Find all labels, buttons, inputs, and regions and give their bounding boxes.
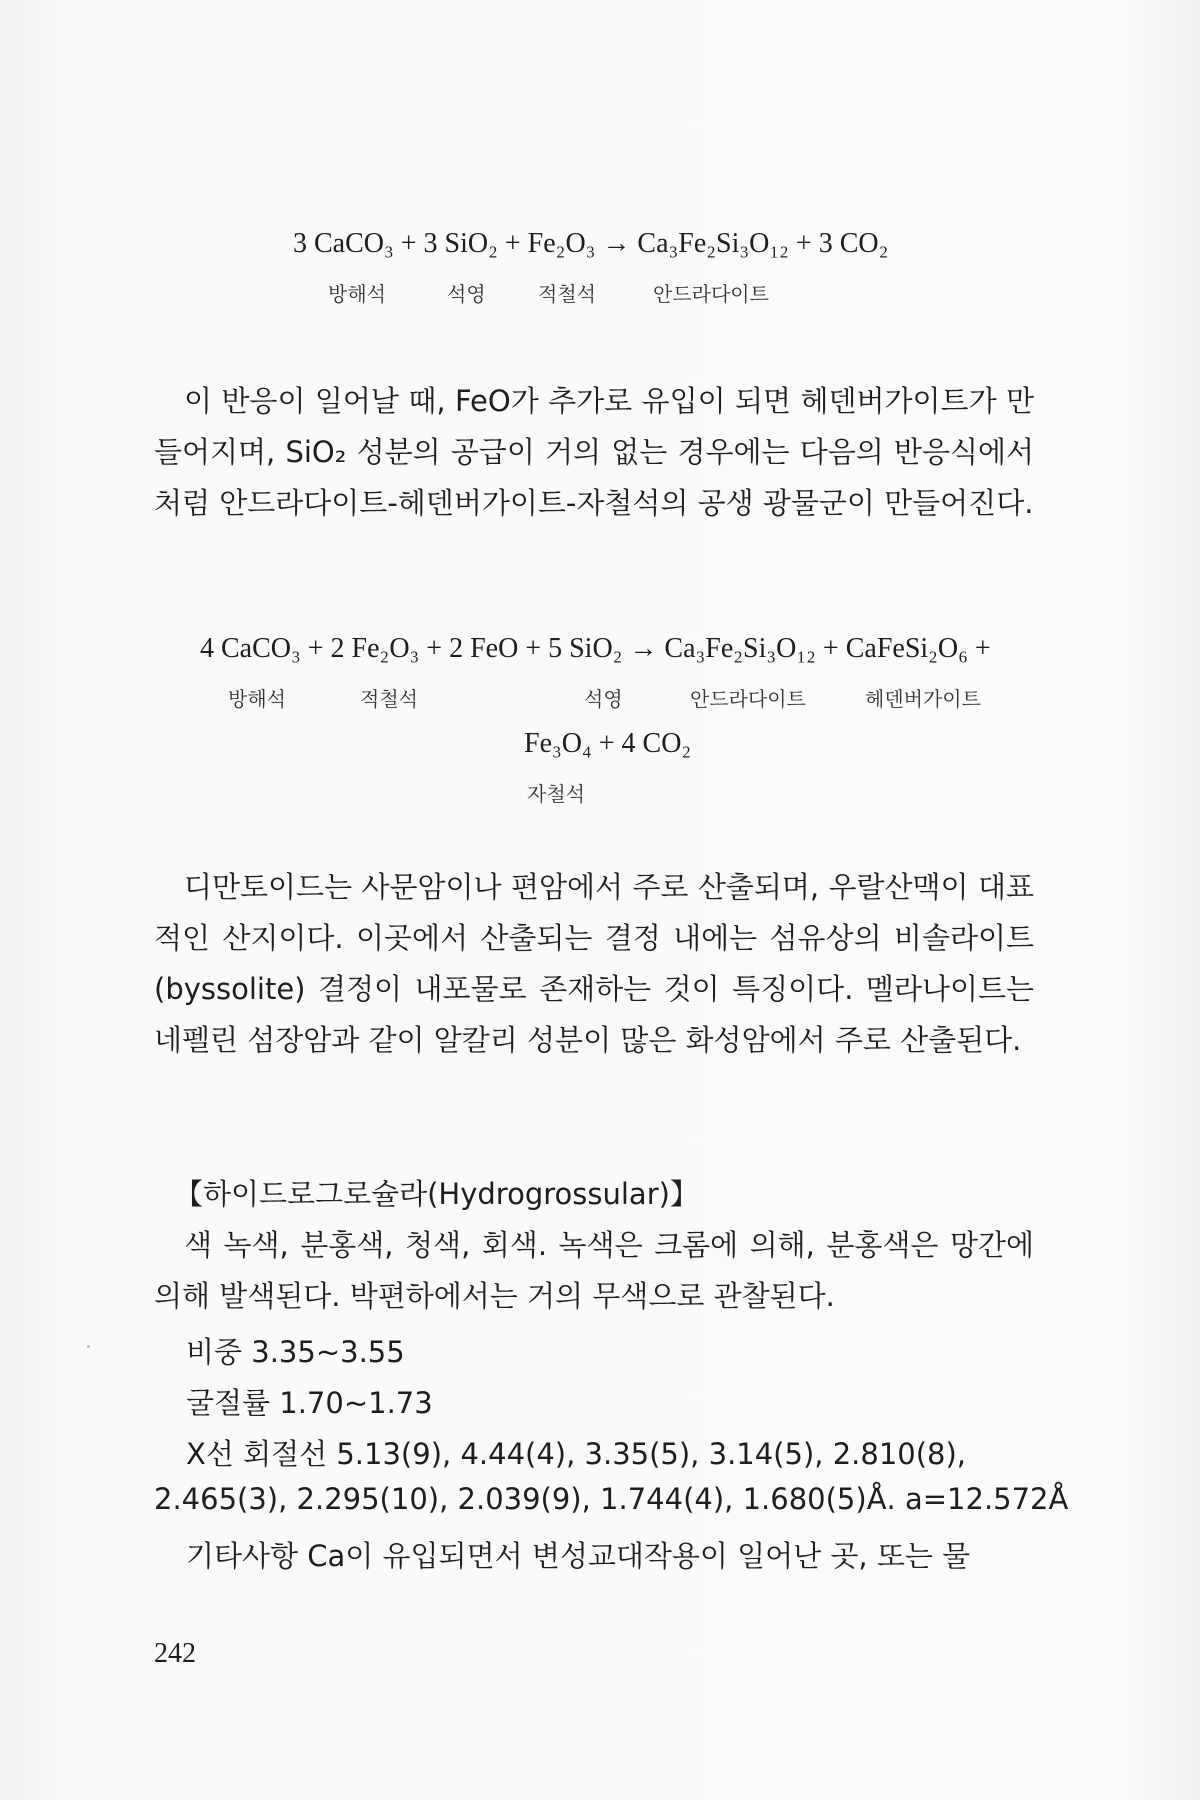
equation-2-line-1: 4 CaCO₃ + 2 Fe₂O₃ + 2 FeO + 5 SiO₂ → Ca₃Fe₂Si₃O₁₂ + CaFeSi₂O₆ +: [200, 633, 991, 664]
page-speck: [87, 1345, 90, 1348]
equation-1-label-hematite: 적철석: [538, 282, 596, 306]
section-heading: 【하이드로그로슐라(Hydrogrossular)】: [174, 1177, 699, 1211]
equation-2-label-quartz: 석영: [584, 687, 623, 711]
equation-1-label-calcite: 방해석: [328, 282, 386, 306]
color-description: [154, 1220, 1034, 1322]
xray-diffraction-line-1: X선 회절선 5.13(9), 4.44(4), 3.35(5), 3.14(5), 2.810(8),: [186, 1437, 967, 1471]
equation-2-label-andradite: 안드라다이트: [690, 687, 806, 711]
equation-2-label-magnetite: 자철석: [527, 782, 585, 806]
paragraph-1-text: 이 반응이 일어날 때, FeO가 추가로 유입이 되면 헤덴버가이트가 만들어지며, SiO₂ 성분의 공급이 거의 없는 경우에는 다음의 반응식에서처럼 안드라다이트-헤덴버가이트-자철석의 공생 광물군이 만들어진다.: [154, 384, 1034, 520]
equation-2-label-calcite: 방해석: [228, 687, 286, 711]
equation-1-label-quartz: 석영: [447, 282, 486, 306]
equation-2-label-hedenbergite: 헤덴버가이트: [865, 687, 981, 711]
paragraph-1: [154, 376, 1034, 529]
paragraph-2: [154, 862, 1034, 1066]
refractive-index: 굴절률 1.70~1.73: [186, 1386, 433, 1420]
paragraph-2-text: 디만토이드는 사문암이나 편암에서 주로 산출되며, 우랄산맥이 대표적인 산지이다. 이곳에서 산출되는 결정 내에는 섬유상의 비솔라이트(byssolite) 결정이 내포물로 존재하는 것이 특징이다. 멜라나이트는 네펠린 섬장암과 같이 알칼리 성분이 많은 화성암에서 주로 산출된다.: [154, 870, 1034, 1057]
page-number: 242: [154, 1638, 196, 1669]
equation-2-label-hematite: 적철석: [360, 687, 418, 711]
equation-2-line-2: Fe₃O₄ + 4 CO₂: [524, 728, 692, 759]
color-description-text: 색 녹색, 분홍색, 청색, 회색. 녹색은 크롬에 의해, 분홍색은 망간에 의해 발색된다. 박편하에서는 거의 무색으로 관찰된다.: [154, 1228, 1034, 1313]
other-notes: 기타사항 Ca이 유입되면서 변성교대작용이 일어난 곳, 또는 물: [186, 1539, 971, 1573]
xray-diffraction-line-2: 2.465(3), 2.295(10), 2.039(9), 1.744(4), 1.680(5)Å. a=12.572Å: [154, 1482, 1069, 1516]
equation-1-label-andradite: 안드라다이트: [653, 282, 769, 306]
specific-gravity: 비중 3.35~3.55: [186, 1335, 405, 1369]
equation-1: 3 CaCO₃ + 3 SiO₂ + Fe₂O₃ → Ca₃Fe₂Si₃O₁₂ + 3 CO₂: [293, 228, 889, 259]
